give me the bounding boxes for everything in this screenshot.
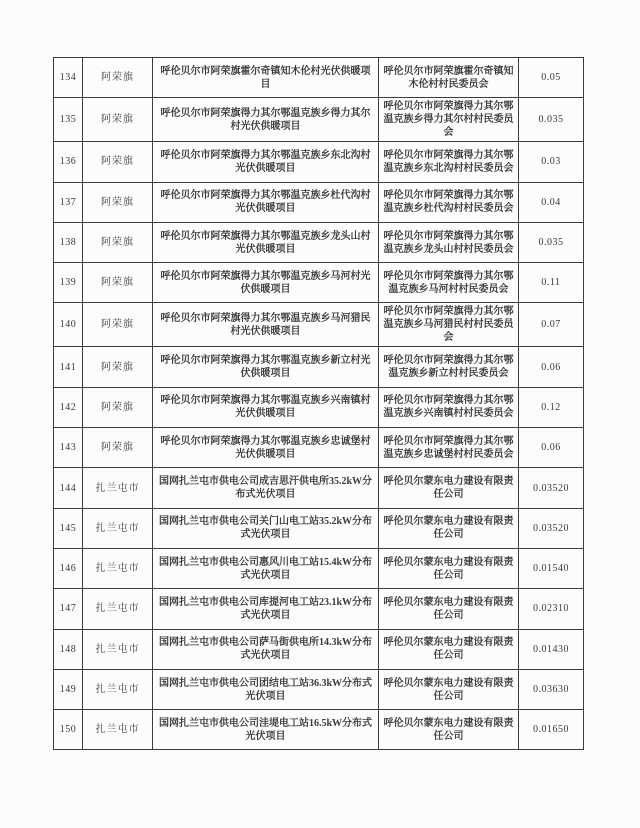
cell-organization: 呼伦贝尔蒙东电力建设有限责任公司 — [379, 710, 519, 750]
cell-row-number: 147 — [54, 589, 83, 629]
cell-region: 阿荣旗 — [83, 182, 153, 222]
project-subsidy-table — [53, 57, 584, 750]
cell-organization: 呼伦贝尔蒙东电力建设有限责任公司 — [379, 629, 519, 669]
cell-region: 扎兰屯市 — [83, 669, 153, 709]
cell-organization: 呼伦贝尔市阿荣旗得力其尔鄂温克族乡马河村村民委员会 — [379, 263, 519, 303]
cell-region: 阿荣旗 — [83, 263, 153, 303]
cell-row-number: 134 — [54, 58, 83, 98]
cell-region: 扎兰屯市 — [83, 548, 153, 588]
cell-organization: 呼伦贝尔蒙东电力建设有限责任公司 — [379, 468, 519, 508]
cell-project-name: 呼伦贝尔市阿荣旗得力其尔鄂温克族乡忠诚堡村光伏供暖项目 — [153, 428, 379, 468]
table-row — [54, 142, 584, 182]
cell-value: 0.03520 — [519, 468, 584, 508]
cell-row-number: 145 — [54, 508, 83, 548]
cell-project-name: 国网扎兰屯市供电公司洼堤电工站16.5kW分布式光伏项目 — [153, 710, 379, 750]
cell-organization: 呼伦贝尔市阿荣旗霍尔奇镇知木伦村村民委员会 — [379, 58, 519, 98]
cell-organization: 呼伦贝尔市阿荣旗得力其尔鄂温克族乡新立村村民委员会 — [379, 347, 519, 387]
cell-region: 阿荣旗 — [83, 222, 153, 262]
table-row — [54, 589, 584, 629]
cell-row-number: 141 — [54, 347, 83, 387]
cell-project-name: 呼伦贝尔市阿荣旗得力其尔鄂温克族乡龙头山村光伏供暖项目 — [153, 222, 379, 262]
cell-project-name: 呼伦贝尔市阿荣旗得力其尔鄂温克族乡马河猎民村光伏供暖项目 — [153, 303, 379, 347]
cell-region: 扎兰屯市 — [83, 508, 153, 548]
cell-value: 0.01540 — [519, 548, 584, 588]
cell-row-number: 139 — [54, 263, 83, 303]
cell-row-number: 137 — [54, 182, 83, 222]
cell-value: 0.035 — [519, 222, 584, 262]
cell-value: 0.01650 — [519, 710, 584, 750]
table-row — [54, 508, 584, 548]
cell-project-name: 国网扎兰屯市供电公司成吉思汗供电所35.2kW分布式光伏项目 — [153, 468, 379, 508]
cell-value: 0.03 — [519, 142, 584, 182]
cell-organization: 呼伦贝尔市阿荣旗得力其尔鄂温克族乡龙头山村村民委员会 — [379, 222, 519, 262]
cell-region: 阿荣旗 — [83, 347, 153, 387]
cell-value: 0.03630 — [519, 669, 584, 709]
cell-project-name: 呼伦贝尔市阿荣旗得力其尔鄂温克族乡新立村光伏供暖项目 — [153, 347, 379, 387]
cell-row-number: 142 — [54, 387, 83, 427]
table-row — [54, 468, 584, 508]
table-row — [54, 303, 584, 347]
cell-organization: 呼伦贝尔蒙东电力建设有限责任公司 — [379, 669, 519, 709]
table-row — [54, 347, 584, 387]
cell-row-number: 144 — [54, 468, 83, 508]
cell-region: 阿荣旗 — [83, 142, 153, 182]
cell-project-name: 国网扎兰屯市供电公司团结电工站36.3kW分布式光伏项目 — [153, 669, 379, 709]
cell-value: 0.12 — [519, 387, 584, 427]
cell-region: 扎兰屯市 — [83, 468, 153, 508]
cell-project-name: 国网扎兰屯市供电公司库提河电工站23.1kW分布式光伏项目 — [153, 589, 379, 629]
table-body — [54, 58, 584, 750]
cell-region: 扎兰屯市 — [83, 589, 153, 629]
cell-project-name: 呼伦贝尔市阿荣旗得力其尔鄂温克族乡杜代沟村光伏供暖项目 — [153, 182, 379, 222]
cell-value: 0.01430 — [519, 629, 584, 669]
cell-organization: 呼伦贝尔蒙东电力建设有限责任公司 — [379, 589, 519, 629]
table-row — [54, 58, 584, 98]
cell-row-number: 138 — [54, 222, 83, 262]
cell-region: 阿荣旗 — [83, 387, 153, 427]
table-row — [54, 182, 584, 222]
cell-organization: 呼伦贝尔蒙东电力建设有限责任公司 — [379, 548, 519, 588]
table-row — [54, 98, 584, 142]
cell-value: 0.035 — [519, 98, 584, 142]
table-row — [54, 222, 584, 262]
cell-region: 扎兰屯市 — [83, 629, 153, 669]
cell-value: 0.06 — [519, 428, 584, 468]
cell-value: 0.11 — [519, 263, 584, 303]
cell-row-number: 148 — [54, 629, 83, 669]
cell-value: 0.04 — [519, 182, 584, 222]
cell-project-name: 呼伦贝尔市阿荣旗得力其尔鄂温克族乡东北沟村光伏供暖项目 — [153, 142, 379, 182]
table-row — [54, 669, 584, 709]
cell-value: 0.03520 — [519, 508, 584, 548]
cell-project-name: 呼伦贝尔市阿荣旗得力其尔鄂温克族乡兴南镇村光伏供暖项目 — [153, 387, 379, 427]
cell-value: 0.07 — [519, 303, 584, 347]
cell-organization: 呼伦贝尔蒙东电力建设有限责任公司 — [379, 508, 519, 548]
cell-project-name: 国网扎兰屯市供电公司关门山电工站35.2kW分布式光伏项目 — [153, 508, 379, 548]
cell-row-number: 136 — [54, 142, 83, 182]
cell-organization: 呼伦贝尔市阿荣旗得力其尔鄂温克族乡忠诚堡村村民委员会 — [379, 428, 519, 468]
cell-row-number: 143 — [54, 428, 83, 468]
cell-row-number: 150 — [54, 710, 83, 750]
table-row — [54, 548, 584, 588]
table-row — [54, 387, 584, 427]
table-row — [54, 428, 584, 468]
cell-value: 0.05 — [519, 58, 584, 98]
cell-project-name: 国网扎兰屯市供电公司萨马街供电所14.3kW分布式光伏项目 — [153, 629, 379, 669]
cell-organization: 呼伦贝尔市阿荣旗得力其尔鄂温克族乡马河猎民村村民委员会 — [379, 303, 519, 347]
cell-row-number: 146 — [54, 548, 83, 588]
cell-organization: 呼伦贝尔市阿荣旗得力其尔鄂温克族乡杜代沟村村民委员会 — [379, 182, 519, 222]
cell-region: 阿荣旗 — [83, 58, 153, 98]
table-row — [54, 710, 584, 750]
cell-project-name: 呼伦贝尔市阿荣旗得力其尔鄂温克族乡马河村光伏供暖项目 — [153, 263, 379, 303]
cell-organization: 呼伦贝尔市阿荣旗得力其尔鄂温克族乡得力其尔村村民委员会 — [379, 98, 519, 142]
cell-region: 阿荣旗 — [83, 98, 153, 142]
cell-region: 阿荣旗 — [83, 428, 153, 468]
cell-row-number: 149 — [54, 669, 83, 709]
cell-organization: 呼伦贝尔市阿荣旗得力其尔鄂温克族乡东北沟村村民委员会 — [379, 142, 519, 182]
cell-row-number: 135 — [54, 98, 83, 142]
cell-value: 0.02310 — [519, 589, 584, 629]
cell-project-name: 呼伦贝尔市阿荣旗霍尔奇镇知木伦村光伏供暖项目 — [153, 58, 379, 98]
cell-organization: 呼伦贝尔市阿荣旗得力其尔鄂温克族乡兴南镇村村民委员会 — [379, 387, 519, 427]
cell-value: 0.06 — [519, 347, 584, 387]
table-row — [54, 629, 584, 669]
cell-region: 扎兰屯市 — [83, 710, 153, 750]
table-row — [54, 263, 584, 303]
cell-project-name: 国网扎兰屯市供电公司惠风川电工站15.4kW分布式光伏项目 — [153, 548, 379, 588]
cell-row-number: 140 — [54, 303, 83, 347]
cell-project-name: 呼伦贝尔市阿荣旗得力其尔鄂温克族乡得力其尔村光伏供暖项目 — [153, 98, 379, 142]
cell-region: 阿荣旗 — [83, 303, 153, 347]
